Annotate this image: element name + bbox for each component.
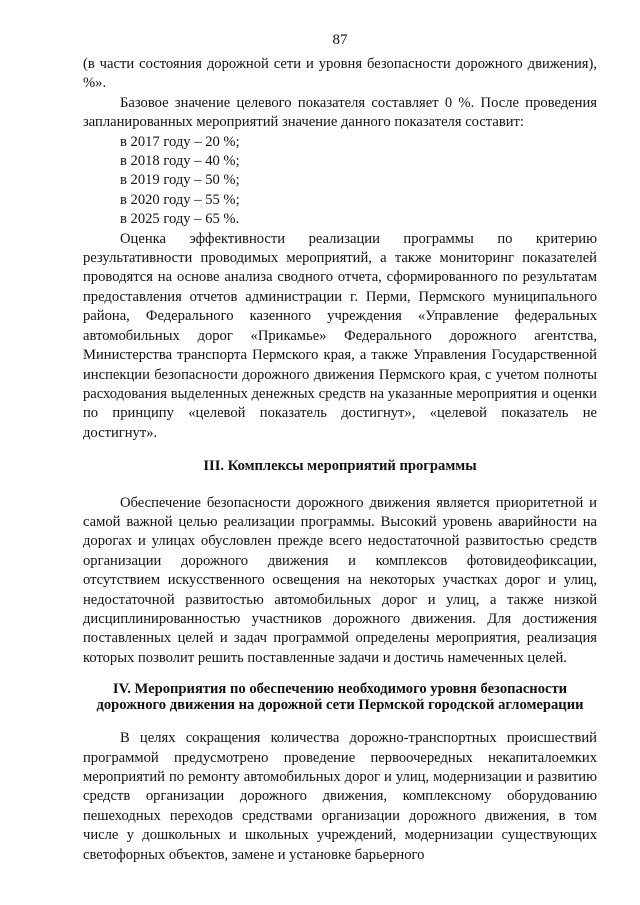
paragraph-section-4: В целях сокращения количества дорожно-транспортных происшествий программой предусмотрено проведение первоочередных некапиталоемких мероприятий по ремонту автомобильных дорог и улиц, модернизации и развитию средств организации дорожного движения, комплексному оборудованию пешеходных переходов средствами организации дорожного движения, в том числе у дошкольных и школьных учреждений, модернизации существующих светофорных объектов, замене и установке барьерного bbox=[83, 730, 597, 863]
section-heading-4 bbox=[83, 681, 597, 713]
paragraph-baseline: Базовое значение целевого показателя составляет 0 %. После проведения запланированных мероприятий значение данного показателя составит: bbox=[83, 94, 597, 131]
target-values-list bbox=[83, 133, 597, 230]
section-heading-4-line-1: IV. Мероприятия по обеспечению необходимого уровня безопасности bbox=[112, 681, 568, 698]
list-item: в 2025 году – 65 %. bbox=[120, 211, 240, 228]
page-number: 87 bbox=[332, 32, 348, 48]
list-item: в 2018 году – 40 %; bbox=[120, 153, 240, 170]
list-item: в 2017 году – 20 %; bbox=[120, 133, 240, 150]
section-heading-3: III. Комплексы мероприятий программы bbox=[203, 458, 477, 475]
list-item: в 2019 году – 50 %; bbox=[120, 172, 240, 189]
paragraph-evaluation: Оценка эффективности реализации программы по критерию результативности проводимых мероприятий, а также мониторинг показателей проводятся на основе анализа сводного отчета, сформированного по результатам предоставления отчетов администрации г. Перми, Пермского муниципального района, Федерального казенного учреждения «Управление федеральных автомобильных дорог «Прикамье» Федерального дорожного агентства, Министерства транспорта Пермского края, а также Управления Государственной инспекции безопасности дорожного движения Пермского края, с учетом полноты расходования выделенных денежных средств на указанные мероприятия и оценки по принципу «целевой показатель достигнут», «целевой показатель не достигнут». bbox=[83, 230, 597, 441]
list-item: в 2020 году – 55 %; bbox=[120, 191, 240, 208]
paragraph-section-3: Обеспечение безопасности дорожного движения является приоритетной и самой важной целью реализации программы. Высокий уровень аварийности на дорогах и улицах обусловлен прежде всего недостаточной развитостью средств организации дорожного движения и комплексов фотовидеофиксации, отсутствием искусственного освещения на некоторых участках дорог и улиц, недостаточной развитостью автомобильных дорог и улиц, а также низкой дисциплинированностью участников дорожного движения. Для достижения поставленных целей и задач программой определены мероприятия, реализация которых позволит решить поставленные задачи и достичь намеченных целей. bbox=[83, 494, 597, 666]
document-body bbox=[83, 55, 597, 865]
paragraph-continuation: (в части состояния дорожной сети и уровня безопасности дорожного движения), %». bbox=[83, 56, 597, 92]
section-heading-4-line-2: дорожного движения на дорожной сети Пермской городской агломерации bbox=[96, 697, 584, 714]
